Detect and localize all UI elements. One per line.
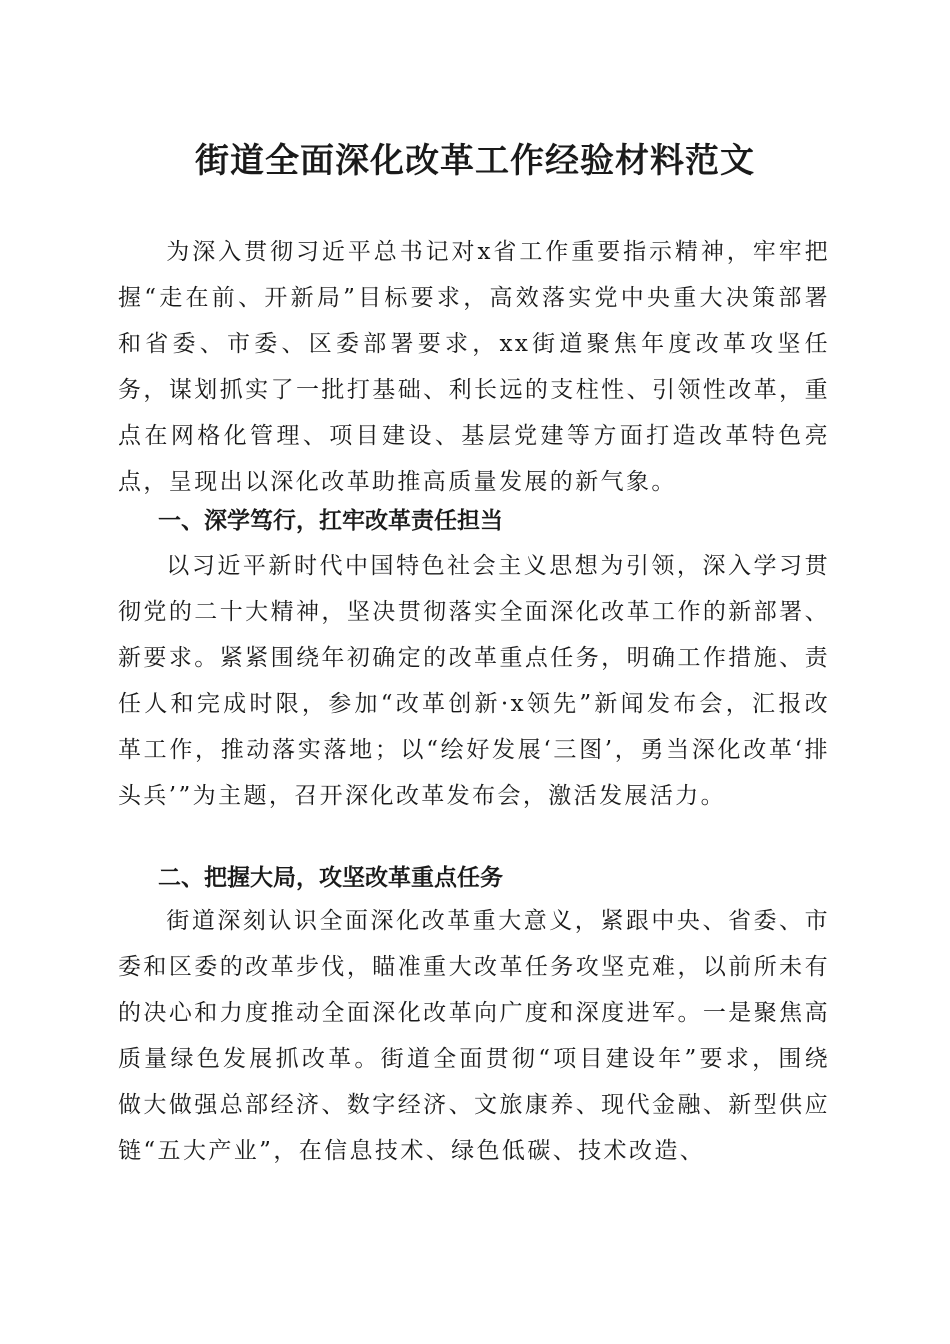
section-1-heading: 一、深学笃行，扛牢改革责任担当 — [158, 508, 503, 534]
section-2-paragraph: 街道深刻认识全面深化改革重大意义，紧跟中央、省委、市委和区委的改革步伐，瞄准重大改革任务攻坚克难，以前所未有的决心和力度推动全面深化改革向广度和深度进军。一是聚焦高质量绿色发展抓改革。街道全面贯彻“项目建设年”要求，围绕做大做强总部经济、数字经济、文旅康养、现代金融、新型供应链“五大产业”，在信息技术、绿色低碳、技术改造、 — [118, 908, 830, 1164]
section-2-heading: 二、把握大局，攻坚改革重点任务 — [158, 865, 503, 891]
section-1-paragraph: 以习近平新时代中国特色社会主义思想为引领，深入学习贯彻党的二十大精神，坚决贯彻落实全面深化改革工作的新部署、新要求。紧紧围绕年初确定的改革重点任务，明确工作措施、责任人和完成时限，参加“改革创新·x领先”新闻发布会，汇报改革工作，推动落实落地；以“绘好发展‘三图’，勇当深化改革‘排头兵’”为主题，召开深化改革发布会，激活发展活力。 — [118, 553, 830, 809]
document-title: 街道全面深化改革工作经验材料范文 — [195, 141, 755, 181]
intro-paragraph: 为深入贯彻习近平总书记对x省工作重要指示精神，牢牢把握“走在前、开新局”目标要求，高效落实党中央重大决策部署和省委、市委、区委部署要求，xx街道聚焦年度改革攻坚任务，谋划抓实了一批打基础、利长远的支柱性、引领性改革，重点在网格化管理、项目建设、基层党建等方面打造改革特色亮点，呈现出以深化改革助推高质量发展的新气象。 — [118, 239, 830, 495]
